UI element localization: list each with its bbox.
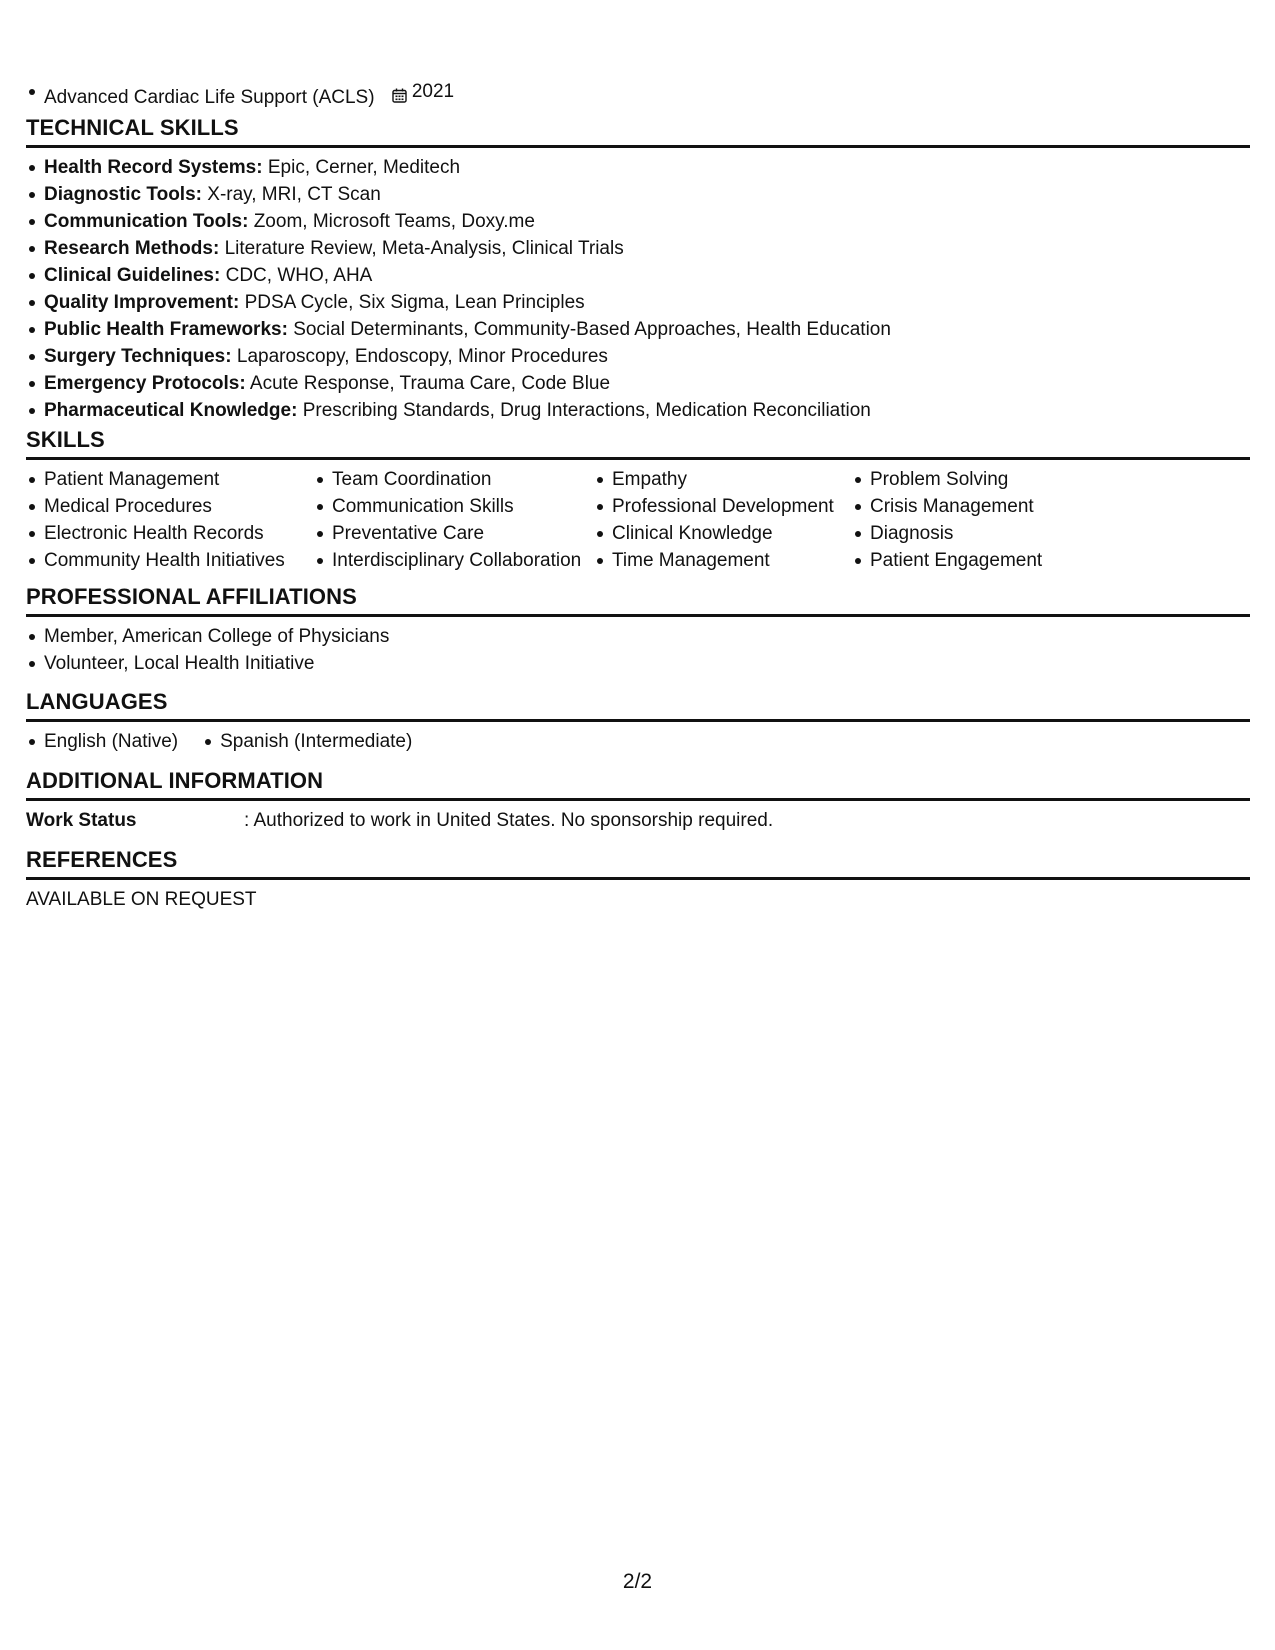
- skill-item: Community Health Initiatives: [44, 547, 314, 574]
- section-heading: SKILLS: [26, 426, 1250, 460]
- references-section: [26, 846, 1250, 913]
- skill-item: Medical Procedures: [44, 493, 314, 520]
- certification-name: Advanced Cardiac Life Support (ACLS): [44, 87, 375, 108]
- skills-section: [26, 426, 1250, 574]
- certification-item: [44, 78, 454, 111]
- affiliation-item: Volunteer, Local Health Initiative: [44, 650, 1250, 677]
- technical-skill-label: Diagnostic Tools:: [44, 184, 202, 205]
- technical-skill-item: [44, 181, 1250, 208]
- skill-item: Preventative Care: [332, 520, 594, 547]
- technical-skill-label: Surgery Techniques:: [44, 346, 232, 367]
- technical-skill-item: [44, 370, 1250, 397]
- skill-item: Patient Management: [44, 466, 314, 493]
- technical-skill-label: Quality Improvement:: [44, 292, 240, 313]
- technical-skill-value: Prescribing Standards, Drug Interactions, Medication Reconciliation: [302, 400, 871, 421]
- technical-skill-value: Social Determinants, Community-Based Approaches, Health Education: [293, 319, 891, 340]
- certification-list: [26, 78, 454, 111]
- skill-item: Clinical Knowledge: [612, 520, 852, 547]
- section-heading: LANGUAGES: [26, 688, 1250, 722]
- technical-skill-label: Emergency Protocols:: [44, 373, 246, 394]
- languages-list: [26, 728, 1250, 755]
- technical-skill-label: Clinical Guidelines:: [44, 265, 221, 286]
- work-status-value: : Authorized to work in United States. No sponsorship required.: [244, 810, 774, 831]
- technical-skills-list: [26, 154, 1250, 424]
- certification-date: [392, 78, 454, 105]
- technical-skill-value: Laparoscopy, Endoscopy, Minor Procedures: [236, 346, 608, 367]
- affiliations-section: [26, 583, 1250, 677]
- technical-skill-value: Literature Review, Meta-Analysis, Clinical Trials: [224, 238, 624, 259]
- skill-item: Communication Skills: [332, 493, 594, 520]
- technical-skill-item: [44, 289, 1250, 316]
- section-heading: REFERENCES: [26, 846, 1250, 880]
- skill-item: Empathy: [612, 466, 852, 493]
- additional-info-section: [26, 767, 1250, 834]
- references-text: AVAILABLE ON REQUEST: [26, 889, 257, 910]
- technical-skill-item: [44, 154, 1250, 181]
- affiliations-list: [26, 623, 1250, 677]
- calendar-icon: [392, 84, 407, 99]
- technical-skill-label: Public Health Frameworks:: [44, 319, 288, 340]
- skills-columns: [26, 460, 1250, 574]
- technical-skill-value: PDSA Cycle, Six Sigma, Lean Principles: [244, 292, 585, 313]
- technical-skill-label: Pharmaceutical Knowledge:: [44, 400, 298, 421]
- skill-item: Time Management: [612, 547, 852, 574]
- skills-column: [852, 466, 1110, 574]
- technical-skill-label: Health Record Systems:: [44, 157, 263, 178]
- technical-skill-item: [44, 343, 1250, 370]
- technical-skill-label: Communication Tools:: [44, 211, 249, 232]
- technical-skill-value: X-ray, MRI, CT Scan: [207, 184, 381, 205]
- skills-column: [594, 466, 852, 574]
- language-item: English (Native): [44, 728, 178, 755]
- skill-item: Team Coordination: [332, 466, 594, 493]
- section-heading: ADDITIONAL INFORMATION: [26, 767, 1250, 801]
- skill-item: Professional Development: [612, 493, 852, 520]
- technical-skill-value: Zoom, Microsoft Teams, Doxy.me: [253, 211, 535, 232]
- certification-year: 2021: [411, 81, 455, 102]
- skill-item: Interdisciplinary Collaboration: [332, 547, 594, 574]
- skills-column: [314, 466, 594, 574]
- skill-item: Electronic Health Records: [44, 520, 314, 547]
- technical-skill-value: CDC, WHO, AHA: [225, 265, 373, 286]
- technical-skill-item: [44, 397, 1250, 424]
- page-number: 2/2: [622, 1570, 653, 1593]
- affiliation-item: Member, American College of Physicians: [44, 623, 1250, 650]
- skill-item: Diagnosis: [870, 520, 1110, 547]
- technical-skill-label: Research Methods:: [44, 238, 220, 259]
- languages-section: [26, 688, 1250, 755]
- technical-skill-value: Acute Response, Trauma Care, Code Blue: [249, 373, 611, 394]
- work-status-label: Work Status: [26, 810, 137, 831]
- skills-column: [26, 466, 314, 574]
- technical-skills-section: [26, 114, 1250, 424]
- skill-item: Problem Solving: [870, 466, 1110, 493]
- technical-skill-value: Epic, Cerner, Meditech: [267, 157, 461, 178]
- technical-skill-item: [44, 235, 1250, 262]
- language-item: Spanish (Intermediate): [220, 728, 412, 755]
- section-heading: PROFESSIONAL AFFILIATIONS: [26, 583, 1250, 617]
- skill-item: Patient Engagement: [870, 547, 1110, 574]
- technical-skill-item: [44, 262, 1250, 289]
- technical-skill-item: [44, 208, 1250, 235]
- work-status-row: [26, 807, 1250, 834]
- section-heading: TECHNICAL SKILLS: [26, 114, 1250, 148]
- technical-skill-item: [44, 316, 1250, 343]
- skill-item: Crisis Management: [870, 493, 1110, 520]
